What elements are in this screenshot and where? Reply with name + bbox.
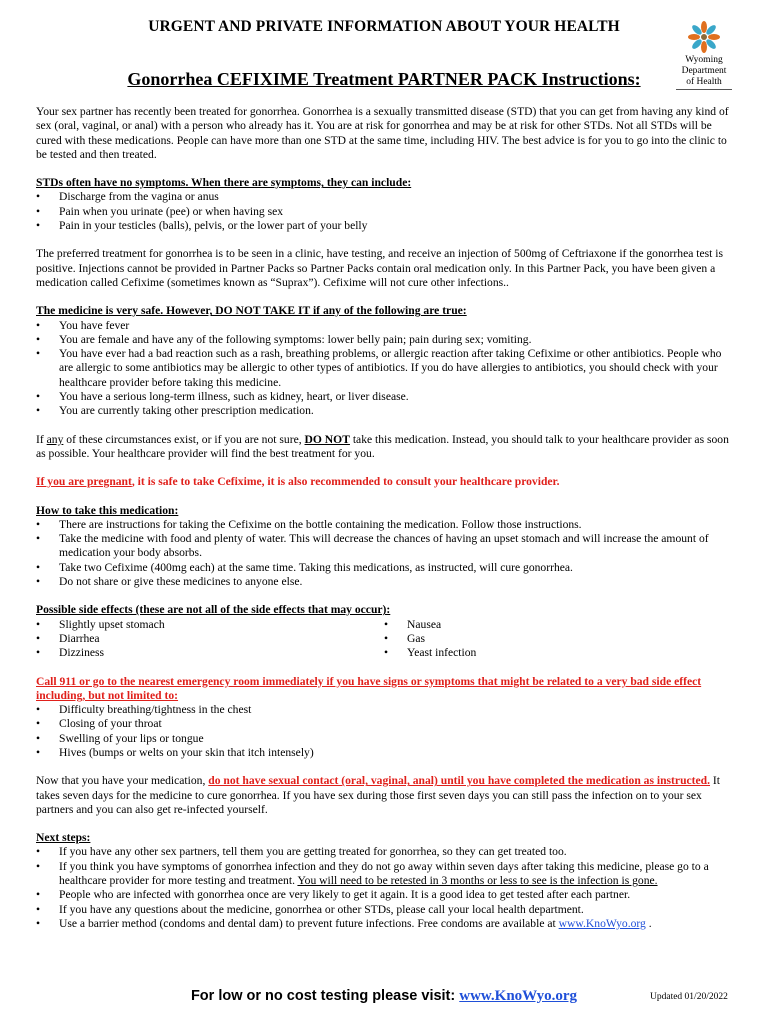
footer-testing-line: For low or no cost testing please visit: www.KnoWyo.org <box>190 988 578 1004</box>
safety-list <box>36 319 732 419</box>
how-to-list <box>36 518 732 589</box>
logo-line-2: Department <box>681 66 727 76</box>
updated-date: Updated 01/20/2022 <box>650 992 728 1002</box>
list-item: • You have a serious long-term illness, such as kidney, heart, or liver disease. <box>36 390 732 404</box>
list-item: • If you have any other sex partners, tell them you are getting treated for gonorrhea, so they can get treated too. <box>36 845 732 859</box>
next-steps-heading: Next steps: <box>36 831 91 845</box>
list-item: • Discharge from the vagina or anus <box>36 190 732 204</box>
list-item: • Swelling of your lips or tongue <box>36 732 732 746</box>
safety-heading: The medicine is very safe. However, DO NOT TAKE IT if any of the following are true: <box>36 304 467 318</box>
list-item: • Hives (bumps or welts on your skin that itch intensely) <box>36 746 732 760</box>
emergency-list <box>36 703 732 760</box>
logo-line-3: of Health <box>686 77 722 87</box>
logo-line-1: Wyoming <box>685 55 723 65</box>
list-item: • If you have any questions about the medicine, gonorrhea or other STDs, please call your local health department. <box>36 903 732 917</box>
list-item: • You have fever <box>36 319 732 333</box>
list-item: • Yeast infection <box>384 646 732 660</box>
how-to-heading: How to take this medication: <box>36 503 179 517</box>
side-effects-right <box>384 618 732 661</box>
list-item: • Take the medicine with food and plenty of water. This will decrease the chances of having an upset stomach and will increase the amount of medication your body absorbs. <box>36 532 732 561</box>
symptoms-list <box>36 190 732 233</box>
intro-paragraph: Your sex partner has recently been treated for gonorrhea. Gonorrhea is a sexually transmitted disease (STD) that you can get from having any kind of sex (oral, vaginal, or anal) with a person who already has it. You are at risk for gonorrhea and may be at risk for other STDs. Not all STDs will be cured with these medications. People can have more than one STD at the same time, including HIV. The best advice is for you to go into the clinic to be tested and then treated. <box>36 105 729 161</box>
knowyo-link[interactable]: www.KnoWyo.org <box>558 916 646 930</box>
emergency-heading: Call 911 or go to the nearest emergency room immediately if you have signs or symptoms that might be related to a very bad side effect including, but not limited to: <box>36 674 702 702</box>
list-item: • You are female and have any of the following symptoms: lower belly pain; pain during sex; vomiting. <box>36 333 732 347</box>
list-item: • Nausea <box>384 618 732 632</box>
list-item: • People who are infected with gonorrhea once are very likely to get it again. It is a good idea to get tested after each partner. <box>36 888 732 902</box>
list-item: • Pain in your testicles (balls), pelvis, or the lower part of your belly <box>36 219 732 233</box>
list-item: • If you think you have symptoms of gonorrhea infection and they do not go away within seven days after taking this medicine, please go to a healthcare provider for more testing and treatment. You will need to be retested in 3 months or less to see is the infection is gone. <box>36 860 732 889</box>
logo-flower-icon <box>687 20 721 54</box>
list-item: • You have ever had a bad reaction such as a rash, breathing problems, or allergic reaction after taking Cefixime or other antibiotics. People who are allergic to some antibiotics may be allergic to other types of antibiotics. If you do have allergies to antibiotics, you should check with your healthcare provider before taking this medicine. <box>36 347 732 390</box>
symptoms-heading: STDs often have no symptoms. When there are symptoms, they can include: <box>36 176 412 190</box>
list-item: • Pain when you urinate (pee) or when having sex <box>36 205 732 219</box>
after-medication-paragraph: Now that you have your medication, do not have sexual contact (oral, vaginal, anal) until you have completed the medication as instructed. It takes seven days for the medicine to cure gonorrhea. If you have sex during those first seven days you can still pass the infection on to your sex partners and you can also get re-infected yourself. <box>36 774 720 816</box>
top-heading: URGENT AND PRIVATE INFORMATION ABOUT YOUR HEALTH <box>148 18 620 35</box>
list-item: • Dizziness <box>36 646 384 660</box>
side-effects-heading: Possible side effects (these are not all of the side effects that may occur): <box>36 603 391 617</box>
list-item: • Take two Cefixime (400mg each) at the same time. Taking this medications, as instructed, will cure gonorrhea. <box>36 561 732 575</box>
circumstances-paragraph: If any of these circumstances exist, or if you are not sure, DO NOT take this medication. Instead, you should talk to your healthcare provider as soon as possible. Your healthcare provider will find the best treatment for you. <box>36 432 729 460</box>
list-item: • Difficulty breathing/tightness in the chest <box>36 703 732 717</box>
document-title: Gonorrhea CEFIXIME Treatment PARTNER PACK Instructions: <box>127 69 641 89</box>
side-effects-left <box>36 618 384 661</box>
list-item: • There are instructions for taking the Cefixime on the bottle containing the medication. Follow those instructions. <box>36 518 732 532</box>
side-effects-columns <box>36 618 732 661</box>
list-item: • Gas <box>384 632 732 646</box>
preferred-treatment-paragraph: The preferred treatment for gonorrhea is to be seen in a clinic, have testing, and receive an injection of 500mg of Ceftriaxone if the gonorrhea test is positive. Injections cannot be provided in Partner Packs so Partner Packs contain oral medication only. In this Partner Pack, you have been given a medication called Cefixime (sometimes known as “Suprax”). Cefixime will not cure other infections.. <box>36 247 723 289</box>
pregnancy-notice: If you are pregnant, it is safe to take Cefixime, it is also recommended to consult your healthcare provider. <box>36 475 560 489</box>
list-item: • Do not share or give these medicines to anyone else. <box>36 575 732 589</box>
list-item: • Slightly upset stomach <box>36 618 384 632</box>
list-item: • You are currently taking other prescription medication. <box>36 404 732 418</box>
list-item: • Diarrhea <box>36 632 384 646</box>
footer-knowyo-link[interactable]: www.KnoWyo.org <box>459 988 578 1004</box>
document-body <box>36 105 732 931</box>
list-item: • Closing of your throat <box>36 717 732 731</box>
list-item: • Use a barrier method (condoms and dental dam) to prevent future infections. Free condoms are available at www.KnoWyo.org . <box>36 917 732 931</box>
next-steps-list <box>36 845 732 931</box>
